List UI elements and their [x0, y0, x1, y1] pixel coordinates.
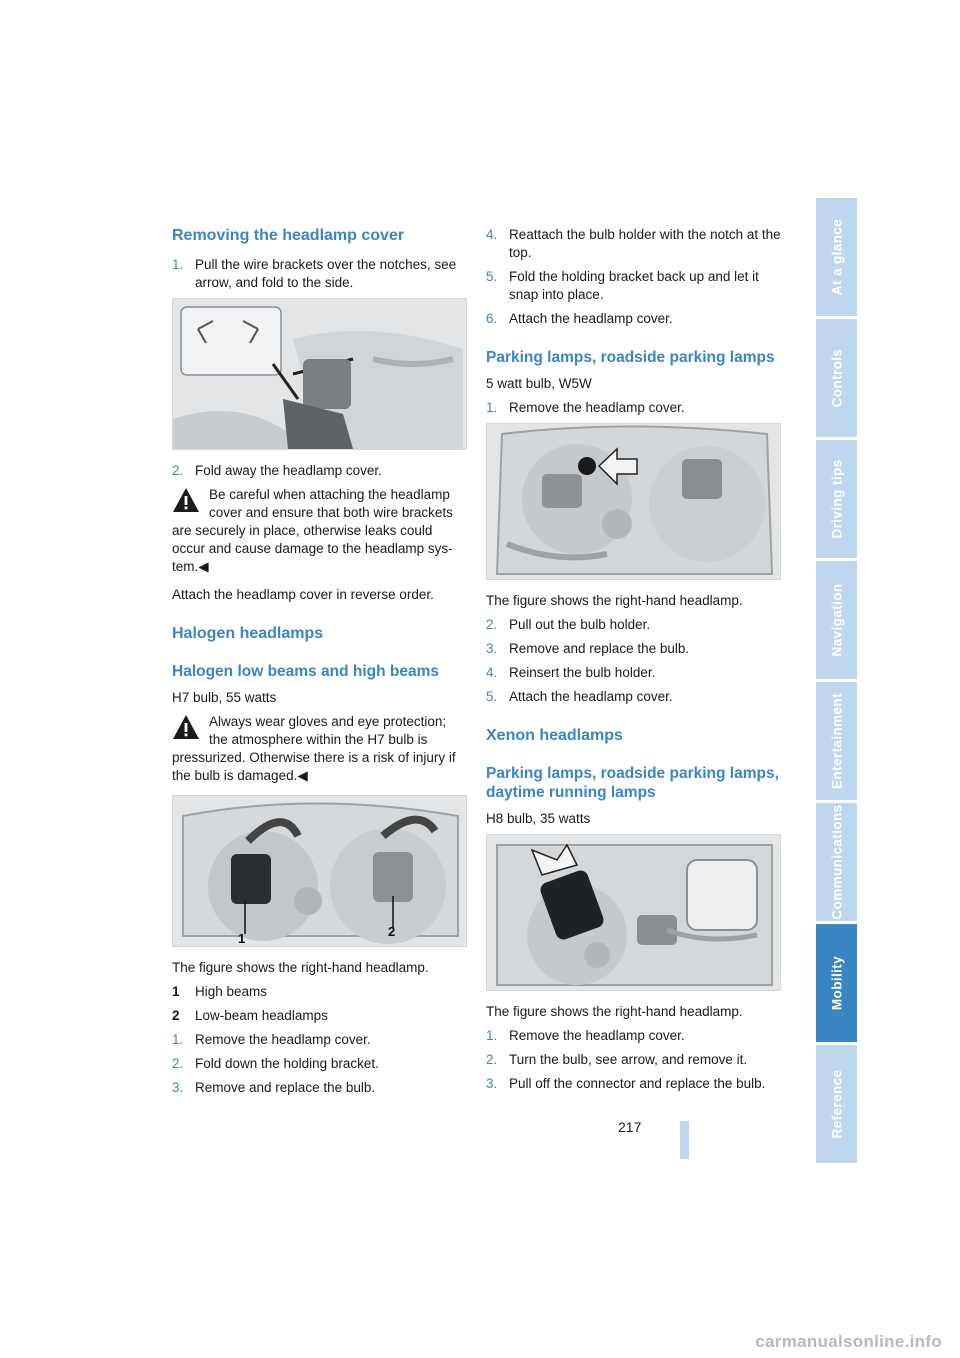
tab-entertainment[interactable]: Entertainment: [816, 679, 857, 800]
footer-watermark: carmanualsonline.info: [755, 1332, 942, 1351]
cover-step: 1. Pull the wire brackets over the notches, see arrow, and fold to the side.: [172, 257, 457, 290]
figure-xenon-lamp: [486, 834, 781, 991]
heading-halogen: Halogen headlamps: [172, 625, 324, 642]
parking-step: 2. Pull out the bulb holder.: [486, 617, 651, 632]
halogen-step: 2. Fold down the holding bracket.: [172, 1056, 379, 1071]
parking-step: 5. Attach the headlamp cover.: [486, 689, 673, 704]
right-column: [486, 226, 781, 1099]
warning-note: Always wear gloves and eye protection; the atmosphere within the H7 bulb is pressurized. Otherwise there is a risk of injury if the bulb is damaged.◀: [172, 714, 456, 783]
callout-2: 2: [388, 924, 396, 939]
xenon-step: 1. Remove the headlamp cover.: [486, 1028, 685, 1043]
body-text: Attach the headlamp cover in reverse order.: [172, 587, 434, 602]
halogen-step: 1. Remove the headlamp cover.: [172, 1032, 371, 1047]
figure-caption: The figure shows the right-hand headlamp.: [172, 960, 429, 975]
legend-item: 2 Low-beam headlamps: [172, 1008, 328, 1023]
page-number: 217: [618, 1119, 642, 1135]
bulb-spec: H7 bulb, 55 watts: [172, 690, 277, 705]
tab-at-a-glance[interactable]: At a glance: [816, 198, 857, 316]
warning-triangle-icon: [172, 714, 200, 740]
figure-parking-lamp: [486, 423, 781, 580]
heading-xenon: Xenon headlamps: [486, 727, 623, 744]
figure-caption: The figure shows the right-hand headlamp.: [486, 593, 743, 608]
section-tabs: [816, 198, 857, 1163]
tab-navigation[interactable]: Navigation: [816, 558, 857, 679]
legend-item: 1 High beams: [172, 984, 268, 999]
bulb-spec: 5 watt bulb, W5W: [486, 376, 592, 391]
xenon-step: 2. Turn the bulb, see arrow, and remove it.: [486, 1052, 748, 1067]
tab-reference[interactable]: Reference: [816, 1042, 857, 1163]
heading-low-high-beams: Halogen low beams and high beams: [172, 663, 439, 680]
cover-step: 2. Fold away the headlamp cover.: [172, 463, 382, 478]
parking-step: 1. Remove the headlamp cover.: [486, 400, 685, 415]
warning-triangle-icon: [172, 487, 200, 513]
halogen-step: 5. Fold the holding bracket back up and let it snap into place.: [486, 269, 759, 302]
page-number-bar: [680, 1121, 689, 1159]
xenon-step: 3. Pull off the connector and replace the bulb.: [486, 1076, 766, 1091]
tab-driving-tips[interactable]: Driving tips: [816, 437, 857, 558]
tab-mobility[interactable]: Mobility: [816, 921, 857, 1042]
left-column: [172, 226, 467, 1103]
heading-parking-lamps: Parking lamps, roadside parking lamps: [486, 349, 775, 366]
halogen-step: 6. Attach the headlamp cover.: [486, 311, 673, 326]
halogen-step: 3. Remove and replace the bulb.: [172, 1080, 376, 1095]
bulb-spec: H8 bulb, 35 watts: [486, 811, 591, 826]
parking-step: 3. Remove and replace the bulb.: [486, 641, 690, 656]
heading-xenon-parking: Parking lamps, roadside parking lamps, daytime running lamps: [486, 765, 779, 801]
tab-controls[interactable]: Controls: [816, 316, 857, 437]
callout-1: 1: [238, 931, 246, 946]
heading-removing-cover: Removing the headlamp cover: [172, 227, 405, 244]
figure-caption: The figure shows the right-hand headlamp.: [486, 1004, 743, 1019]
parking-step: 4. Reinsert the bulb holder.: [486, 665, 656, 680]
figure-halogen-headlamp: [172, 795, 467, 947]
halogen-step: 4. Reattach the bulb holder with the notch at the top.: [486, 227, 781, 260]
tab-communications[interactable]: Communications: [816, 800, 857, 921]
warning-note: Be careful when attaching the headlamp cover and ensure that both wire brackets are securely in place, otherwise leaks could occur and cause damage to the headlamp sys-tem.◀: [172, 487, 453, 574]
figure-headlamp-cover: [172, 298, 467, 450]
